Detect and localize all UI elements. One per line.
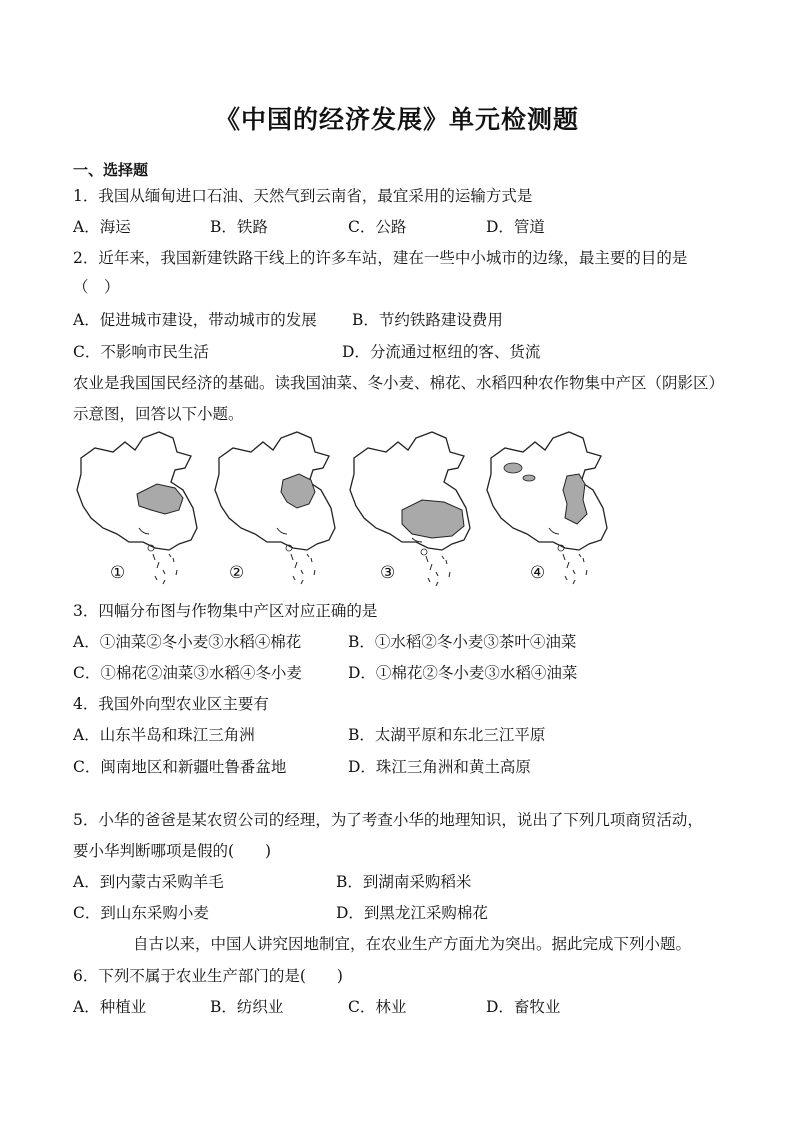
- q5-option-a: A．到内蒙古采购羊毛: [73, 873, 224, 891]
- q5-option-b: B．到湖南采购稻米: [336, 873, 472, 891]
- map-label-3: ③: [380, 563, 396, 583]
- china-map-4: [483, 430, 623, 590]
- q4-option-d: D．珠江三角洲和黄土高原: [348, 758, 531, 776]
- question-4-stem: 4．我国外向型农业区主要有: [73, 695, 269, 713]
- q1-option-c: C．公路: [348, 218, 407, 236]
- q5-option-d: D．到黑龙江采购棉花: [336, 904, 488, 922]
- q6-intro: 自古以来，中国人讲究因地制宜，在农业生产方面尤为突出。据此完成下列小题。: [133, 935, 692, 953]
- question-5-stem-line2: 要小华判断哪项是假的( ): [73, 842, 272, 860]
- question-2-stem: 2．近年来，我国新建铁路干线上的许多车站，建在一些中小城市的边缘，最主要的目的是: [73, 249, 688, 267]
- page-title: 《中国的经济发展》单元检测题: [214, 105, 579, 134]
- maps-intro-line1: 农业是我国国民经济的基础。读我国油菜、冬小麦、棉花、水稻四种农作物集中产区（阴影区）: [73, 374, 725, 392]
- q3-option-c: C．①棉花②油菜③水稻④冬小麦: [73, 664, 302, 682]
- china-map-1: [73, 430, 213, 590]
- q2-option-a: A．促进城市建设，带动城市的发展: [73, 311, 317, 329]
- q4-option-c: C．闽南地区和新疆吐鲁番盆地: [73, 758, 287, 776]
- q3-option-b: B．①水稻②冬小麦③茶叶④油菜: [348, 633, 577, 651]
- map-4: [483, 430, 623, 590]
- q1-option-a: A．海运: [73, 218, 131, 236]
- q3-option-a: A．①油菜②冬小麦③水稻④棉花: [73, 633, 302, 651]
- q1-option-b: B．铁路: [210, 218, 268, 236]
- question-1-stem: 1．我国从缅甸进口石油、天然气到云南省，最宜采用的运输方式是: [73, 187, 533, 205]
- map-label-2: ②: [229, 563, 245, 583]
- question-2-stem-bracket: （ ）: [73, 278, 120, 296]
- q2-option-d: D．分流通过枢纽的客、货流: [342, 343, 541, 361]
- question-6-stem: 6．下列不属于农业生产部门的是( ): [73, 967, 343, 985]
- q2-option-b: B．节约铁路建设费用: [352, 311, 503, 329]
- q6-option-c: C．林业: [348, 998, 407, 1016]
- maps-intro-line2: 示意图，回答以下小题。: [73, 405, 244, 423]
- map-3: [346, 430, 486, 590]
- section-heading: 一、选择题: [73, 161, 149, 179]
- q2-option-c: C．不影响市民生活: [73, 343, 209, 361]
- q3-option-d: D．①棉花②冬小麦③水稻④油菜: [348, 664, 578, 682]
- crop-distribution-maps: [73, 430, 723, 592]
- china-map-3: [346, 430, 486, 590]
- q4-option-b: B．太湖平原和东北三江平原: [348, 726, 546, 744]
- q5-option-c: C．到山东采购小麦: [73, 904, 209, 922]
- map-label-4: ④: [530, 563, 546, 583]
- q6-option-a: A．种植业: [73, 998, 147, 1016]
- q4-option-a: A．山东半岛和珠江三角洲: [73, 726, 255, 744]
- q6-option-b: B．纺织业: [210, 998, 284, 1016]
- q6-option-d: D．畜牧业: [486, 998, 561, 1016]
- q1-option-d: D．管道: [486, 218, 545, 236]
- map-1: [73, 430, 213, 590]
- question-3-stem: 3．四幅分布图与作物集中产区对应正确的是: [73, 602, 378, 620]
- question-5-stem: 5．小华的爸爸是某农贸公司的经理，为了考查小华的地理知识，说出了下列几项商贸活动，: [73, 811, 703, 829]
- map-label-1: ①: [110, 563, 126, 583]
